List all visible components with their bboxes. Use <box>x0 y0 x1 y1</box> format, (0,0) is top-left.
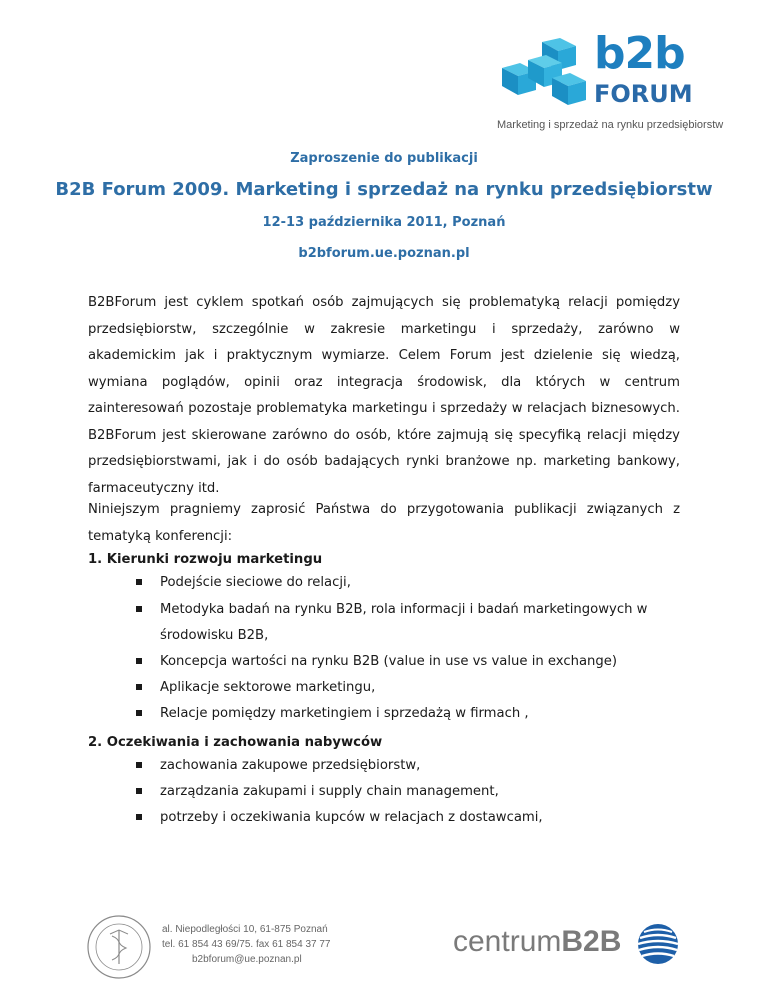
footer-phone-line: tel. 61 854 43 69/75. fax 61 854 37 77 <box>162 939 331 950</box>
bullet-icon <box>136 579 142 585</box>
bullet-icon <box>136 762 142 768</box>
list-item: zarządzania zakupami i supply chain management, <box>142 779 682 805</box>
logo-tagline: Marketing i sprzedaż na rynku przedsiębiorstw <box>497 119 724 131</box>
list-item: Podejście sieciowe do relacji, <box>142 570 682 596</box>
list-item: potrzeby i oczekiwania kupców w relacjach z dostawcami, <box>142 805 682 831</box>
event-date: 12-13 października 2011, Poznań <box>262 215 506 230</box>
invitation-label: Zaproszenie do publikacji <box>290 151 478 166</box>
footer-email: b2bforum@ue.poznan.pl <box>192 954 302 965</box>
cubes-icon <box>498 38 594 110</box>
bullet-icon <box>136 814 142 820</box>
footer-address-line: al. Niepodległości 10, 61-875 Poznań <box>162 924 328 935</box>
centrum-b2b-logo: centrumB2B <box>453 925 622 958</box>
intro-paragraph: B2BForum jest cyklem spotkań osób zajmujących się problematyką relacji pomiędzy przedsiębiorstw, szczególnie w zakresie marketingu i sprzedaży, zarówno w akademickim jak i praktycznym wymiarze. Celem Forum jest dzielenie się wiedzą, wymiana poglądów, opinii oraz integracja środowisk, dla których w centrum zainteresowań pozostaje problematyka marketingu i sprzedaży w relacjach biznesowych. B2BForum jest skierowane zarówno do osób, które zajmują się specyfiką relacji między przedsiębiorstwami, jak i do osób badających rynki branżowe np. marketing bankowy, farmaceutyczny itd. <box>88 295 680 496</box>
bullet-icon <box>136 684 142 690</box>
bullet-icon <box>136 710 142 716</box>
university-seal-icon <box>86 914 152 980</box>
globe-icon <box>634 920 682 968</box>
footer-address <box>162 922 330 967</box>
event-url: b2bforum.ue.poznan.pl <box>298 246 470 261</box>
invitation-paragraph: Niniejszym pragniemy zaprosić Państwa do przygotowania publikacji związanych z tematyką konferencji: <box>88 502 680 544</box>
section-heading: 2. Oczekiwania i zachowania nabywców <box>88 735 383 750</box>
bullet-icon <box>136 606 142 612</box>
list-item: Relacje pomiędzy marketingiem i sprzedażą w firmach , <box>142 701 682 727</box>
list-item: Aplikacje sektorowe marketingu, <box>142 675 682 701</box>
list-item: zachowania zakupowe przedsiębiorstw, <box>142 753 682 779</box>
list-item: Koncepcja wartości na rynku B2B (value in use vs value in exchange) <box>142 649 682 675</box>
section-heading: 1. Kierunki rozwoju marketingu <box>88 552 323 567</box>
bullet-icon <box>136 658 142 664</box>
document-title: B2B Forum 2009. Marketing i sprzedaż na rynku przedsiębiorstw <box>55 179 713 200</box>
list-item: Metodyka badań na rynku B2B, rola informacji i badań marketingowych w środowisku B2B, <box>142 597 682 649</box>
logo-forum-text: FORUM <box>594 80 693 108</box>
bullet-icon <box>136 788 142 794</box>
logo-b2b-text: b2b <box>594 28 685 79</box>
